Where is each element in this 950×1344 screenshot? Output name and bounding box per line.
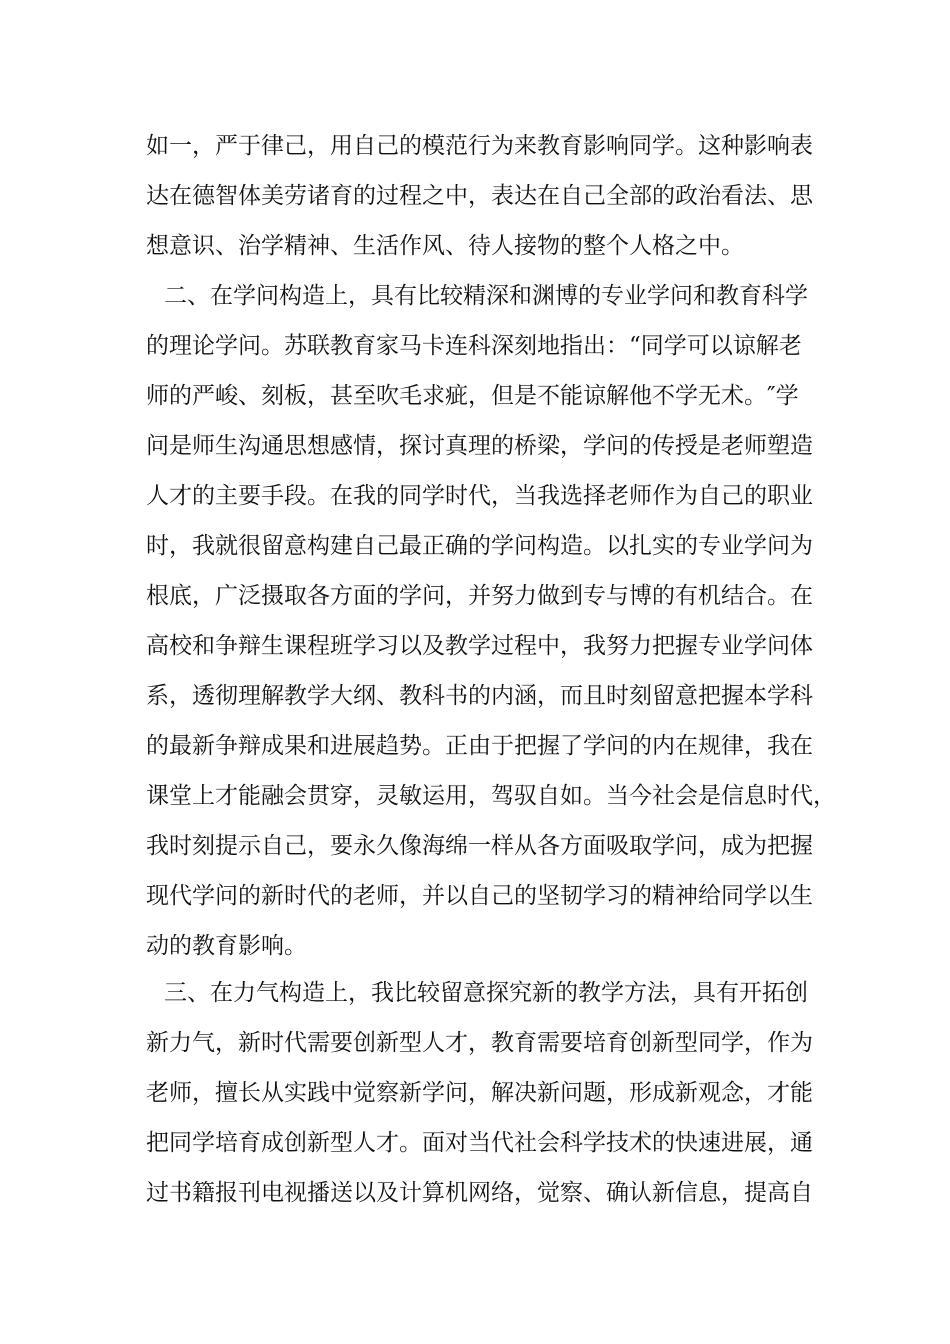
paragraph-2-line-13: 现代学问的新时代的老师，并以自己的坚韧学习的精神给同学以生 <box>146 883 813 909</box>
paragraph-2 <box>146 271 836 971</box>
paragraph-1-line-3: 想意识、治学精神、生活作风、待人接物的整个人格之中。 <box>146 233 744 259</box>
paragraph-3-line-4: 把同学培育成创新型人才。面对当代社会科学技术的快速进展，通 <box>146 1130 813 1156</box>
paragraph-2-line-9: 系，透彻理解教学大纲、教科书的内涵，而且时刻留意把握本学科 <box>146 683 813 709</box>
paragraph-2-line-2: 的理论学问。苏联教育家马卡连科深刻地指出：“同学可以谅解老 <box>146 333 802 359</box>
paragraph-2-line-8: 高校和争辩生课程班学习以及教学过程中，我努力把握专业学问体 <box>146 633 813 659</box>
paragraph-3 <box>146 968 824 1218</box>
paragraph-3-line-3: 老师，擅长从实践中觉察新学问，解决新问题，形成新观念，才能 <box>146 1080 813 1106</box>
paragraph-1 <box>146 121 824 271</box>
paragraph-3-line-2: 新力气，新时代需要创新型人才，教育需要培育创新型同学，作为 <box>146 1030 813 1056</box>
paragraph-3-line-5: 过书籍报刊电视播送以及计算机网络，觉察、确认新信息，提高自 <box>146 1180 813 1206</box>
paragraph-1-line-2: 达在德智体美劳诸育的过程之中，表达在自己全部的政治看法、思 <box>146 183 813 209</box>
paragraph-2-line-1: 二、在学问构造上，具有比较精深和渊博的专业学问和教育科学 <box>164 283 808 309</box>
paragraph-2-line-4: 问是师生沟通思想感情，探讨真理的桥梁，学问的传授是老师塑造 <box>146 433 813 459</box>
paragraph-3-line-1: 三、在力气构造上，我比较留意探究新的教学方法，具有开拓创 <box>164 980 808 1006</box>
paragraph-1-line-1: 如一，严于律己，用自己的模范行为来教育影响同学。这种影响表 <box>146 133 813 159</box>
paragraph-2-line-6: 时，我就很留意构建自己最正确的学问构造。以扎实的专业学问为 <box>146 533 813 559</box>
paragraph-2-line-14: 动的教育影响。 <box>146 933 307 959</box>
paragraph-2-line-7: 根底，广泛摄取各方面的学问，并努力做到专与博的有机结合。在 <box>146 583 813 609</box>
paragraph-2-line-3: 师的严峻、刻板，甚至吹毛求疵，但是不能谅解他不学无术。″学 <box>146 383 799 409</box>
paragraph-2-line-10: 的最新争辩成果和进展趋势。正由于把握了学问的内在规律，我在 <box>146 733 813 759</box>
paragraph-2-line-5: 人才的主要手段。在我的同学时代，当我选择老师作为自己的职业 <box>146 483 813 509</box>
paragraph-2-line-12: 我时刻提示自己，要永久像海绵一样从各方面吸取学问，成为把握 <box>146 833 813 859</box>
paragraph-2-line-11: 课堂上才能融会贯穿，灵敏运用，驾驭自如。当今社会是信息时代， <box>146 783 836 809</box>
